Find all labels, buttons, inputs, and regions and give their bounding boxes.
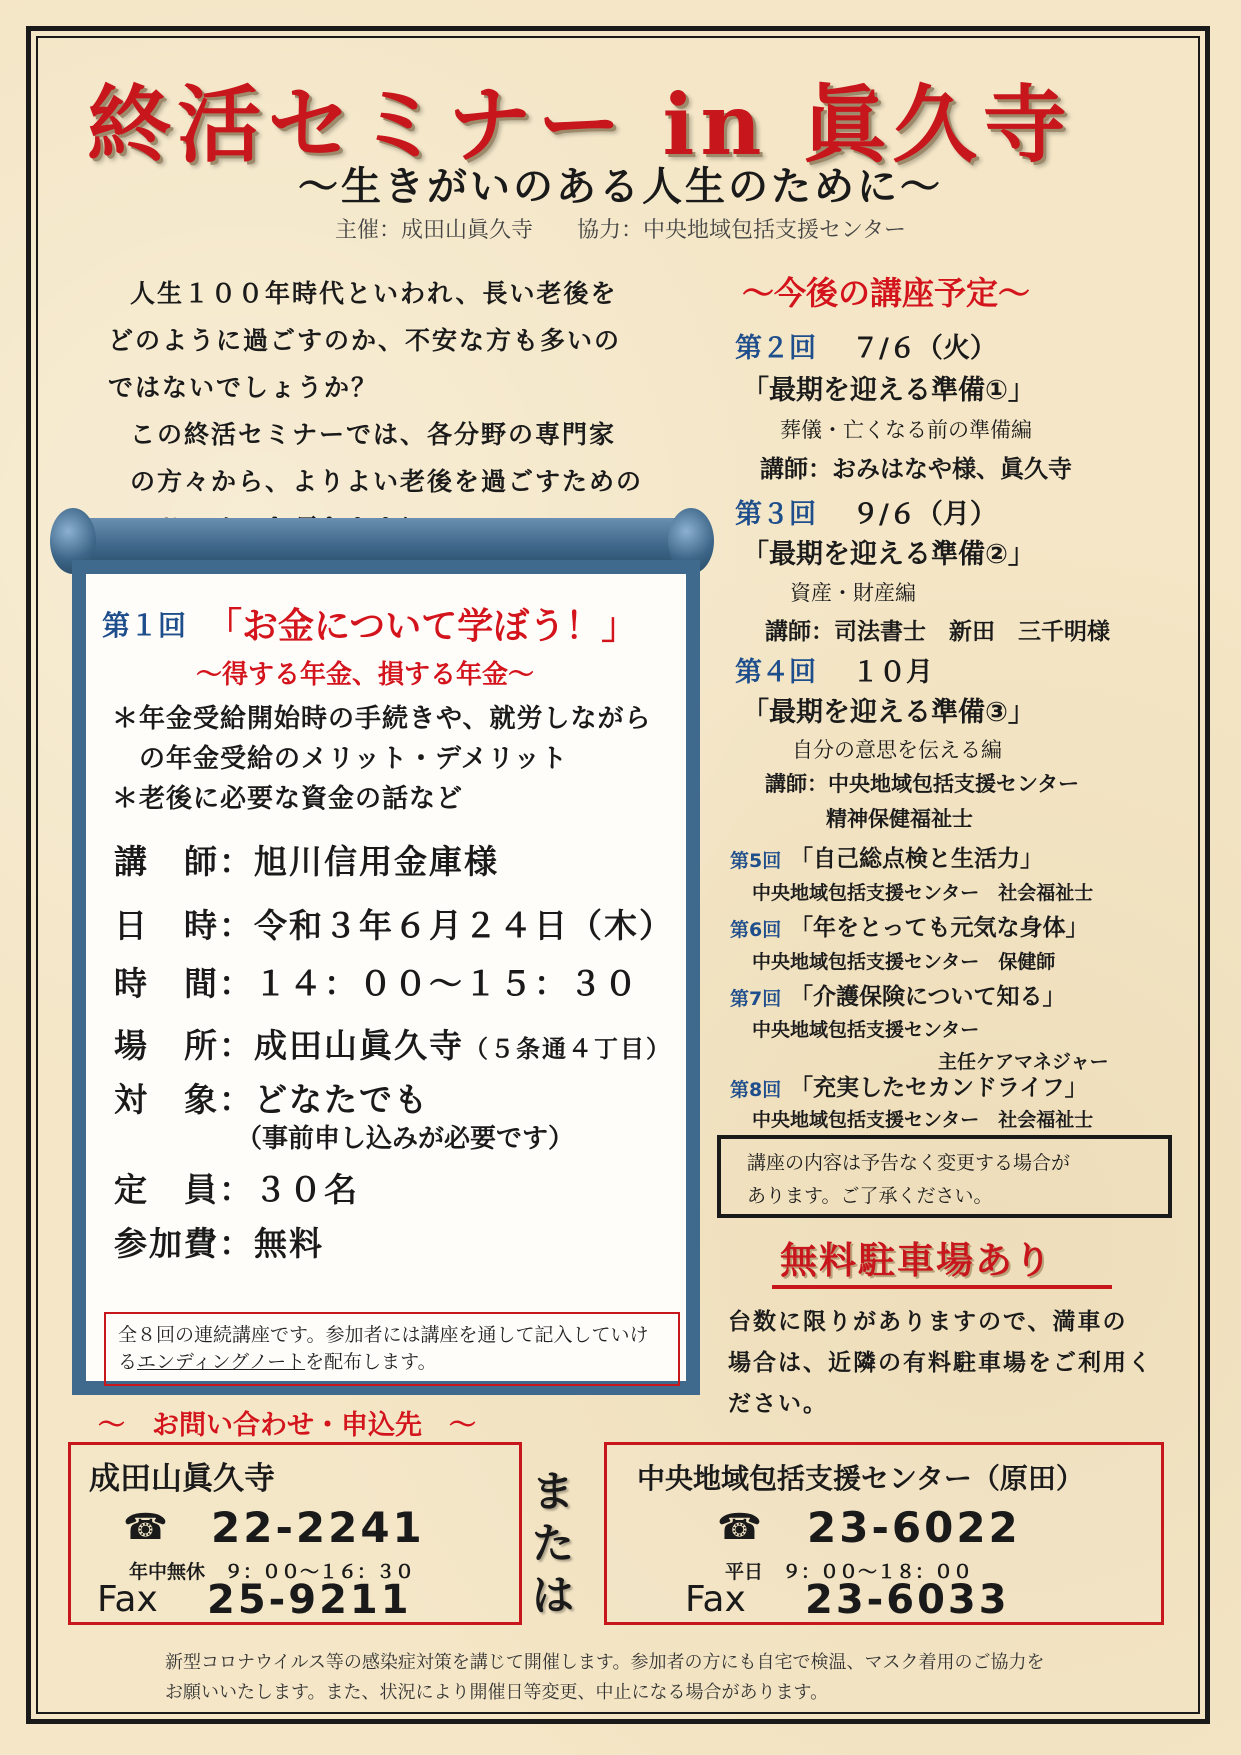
session4-title: 「最期を迎える準備③」 xyxy=(742,697,1035,728)
temple-name: 成田山眞久寺 xyxy=(89,1461,275,1497)
center-fax-label: Fax xyxy=(685,1579,746,1620)
session2-date: ７/６（火） xyxy=(852,333,997,364)
session1-lecturer: 講 師：旭川信用金庫様 xyxy=(114,842,499,881)
session5-number: 第5回 xyxy=(730,850,782,872)
ending-note-link-text: エンディングノート xyxy=(137,1351,306,1373)
session6-lecturer: 中央地域包括支援センター 保健師 xyxy=(752,951,1056,973)
parking-underline xyxy=(772,1285,1112,1289)
intro-line: どのように過ごすのか、不安な方も多いの xyxy=(108,326,622,355)
session3-lecturer: 講師：司法書士 新田 三千明様 xyxy=(765,619,1110,645)
center-phone: 23-6022 xyxy=(807,1503,1021,1552)
session2-lecturer: 講師：おみはなや様、眞久寺 xyxy=(760,455,1072,483)
session8-number: 第8回 xyxy=(730,1079,782,1101)
intro-text xyxy=(108,270,643,552)
or-label: または xyxy=(532,1467,575,1620)
session8-title: 「充実したセカンドライフ」 xyxy=(790,1075,1088,1101)
session1-place xyxy=(114,1020,672,1067)
session4-lecturer-role: 精神保健福祉士 xyxy=(826,807,973,831)
session4-lecturer: 講師：中央地域包括支援センター xyxy=(765,772,1080,796)
temple-fax-label: Fax xyxy=(97,1579,158,1620)
session1-number: 第１回 xyxy=(102,609,187,642)
session2-sub: 葬儀・亡くなる前の準備編 xyxy=(780,418,1032,442)
session1-date: 日 時：令和３年６月２４日（木） xyxy=(114,906,674,945)
session1-capacity: 定 員：３０名 xyxy=(114,1170,359,1209)
session1-bullet: ＊老後に必要な資金の話など xyxy=(112,784,464,814)
session1-bullet: の年金受給のメリット・デメリット xyxy=(112,744,568,774)
contact-box-temple xyxy=(68,1442,522,1625)
session1-target-note: （事前申し込みが必要です） xyxy=(236,1124,575,1154)
center-name: 中央地域包括支援センター（原田） xyxy=(637,1462,1084,1495)
temple-fax: 25-9211 xyxy=(207,1577,412,1623)
session3-sub: 資産・財産編 xyxy=(790,581,916,605)
session1-place-main: 場 所：成田山眞久寺 xyxy=(114,1026,464,1065)
telephone-icon: ☎ xyxy=(123,1507,168,1548)
session4-date: １０月 xyxy=(852,657,933,688)
center-fax: 23-6033 xyxy=(805,1577,1010,1623)
scroll-rod xyxy=(62,518,707,566)
session1-bullet: ＊年金受給開始時の手続きや、就労しながら xyxy=(112,704,652,734)
session3-number: 第３回 xyxy=(735,499,816,530)
session2-title: 「最期を迎える準備①」 xyxy=(742,375,1035,406)
session1-target: 対 象：どなたでも xyxy=(114,1080,429,1119)
center-hours: 平日 ９：００～１８：００ xyxy=(725,1561,973,1583)
session1-panel xyxy=(72,560,700,1395)
session5-title: 「自己総点検と生活力」 xyxy=(790,846,1043,872)
session1-place-sub: （５条通４丁目） xyxy=(464,1035,672,1063)
session1-subtitle: ～得する年金、損する年金～ xyxy=(196,660,535,690)
session5-lecturer: 中央地域包括支援センター 社会福祉士 xyxy=(752,882,1094,904)
schedule-heading: ～今後の講座予定～ xyxy=(742,274,1031,312)
intro-line: の方々から、よりよい老後を過ごすための xyxy=(130,467,644,496)
session1-fee: 参加費：無料 xyxy=(114,1224,324,1263)
session7-lecturer-role: 主任ケアマネジャー xyxy=(938,1051,1109,1073)
session2-number: 第２回 xyxy=(735,333,816,364)
organizer-line: 主催：成田山眞久寺 協力：中央地域包括支援センター xyxy=(334,218,907,243)
contact-box-center xyxy=(604,1442,1164,1625)
session1-content xyxy=(86,574,686,1381)
intro-line: ではないでしょうか？ xyxy=(108,373,379,402)
session7-number: 第7回 xyxy=(730,988,782,1010)
session1-time: 時 間：１４：００～１５：３０ xyxy=(114,964,639,1003)
schedule-change-note: 講座の内容は予告なく変更する場合が あります。ご了承ください。 xyxy=(717,1135,1172,1218)
session7-title: 「介護保険について知る」 xyxy=(790,984,1066,1010)
series-notice: 全８回の連続講座です。参加者には講座を通して記入していけるエンディングノートを配布します。 xyxy=(104,1312,680,1386)
flyer-title: 終活セミナー in 眞久寺 xyxy=(87,75,1073,174)
temple-hours: 年中無休 ９：００～１６：３０ xyxy=(129,1561,415,1583)
session1-title: 「お金について学ぼう！」 xyxy=(206,606,638,647)
session3-title: 「最期を迎える準備②」 xyxy=(742,539,1035,570)
session4-number: 第４回 xyxy=(735,657,816,688)
temple-phone: 22-2241 xyxy=(211,1503,425,1552)
flyer-subtitle: ～生きがいのある人生のために～ xyxy=(298,164,943,210)
telephone-icon: ☎ xyxy=(717,1507,762,1548)
intro-line: この終活セミナーでは、各分野の専門家 xyxy=(130,420,617,449)
footer-notice: 新型コロナウイルス等の感染症対策を講じて開催します。参加者の方にも自宅で検温、マスク着用のご協力を お願いいたします。また、状況により開催日等変更、中止になる場合があります。 xyxy=(165,1652,1045,1703)
session8-lecturer: 中央地域包括支援センター 社会福祉士 xyxy=(752,1109,1094,1131)
parking-title: 無料駐車場あり xyxy=(780,1239,1053,1282)
session6-number: 第6回 xyxy=(730,919,782,941)
contact-heading: ～ お問い合わせ・申込先 ～ xyxy=(98,1410,476,1441)
session4-sub: 自分の意思を伝える編 xyxy=(792,738,1002,762)
parking-text: 台数に限りがありますので、満車の 場合は、近隣の有料駐車場をご利用く ださい。 xyxy=(728,1309,1153,1417)
session6-title: 「年をとっても元気な身体」 xyxy=(790,915,1089,941)
intro-line: 人生１００年時代といわれ、長い老後を xyxy=(130,279,618,308)
session3-date: ９/６（月） xyxy=(852,499,997,530)
session7-lecturer: 中央地域包括支援センター xyxy=(752,1019,980,1041)
